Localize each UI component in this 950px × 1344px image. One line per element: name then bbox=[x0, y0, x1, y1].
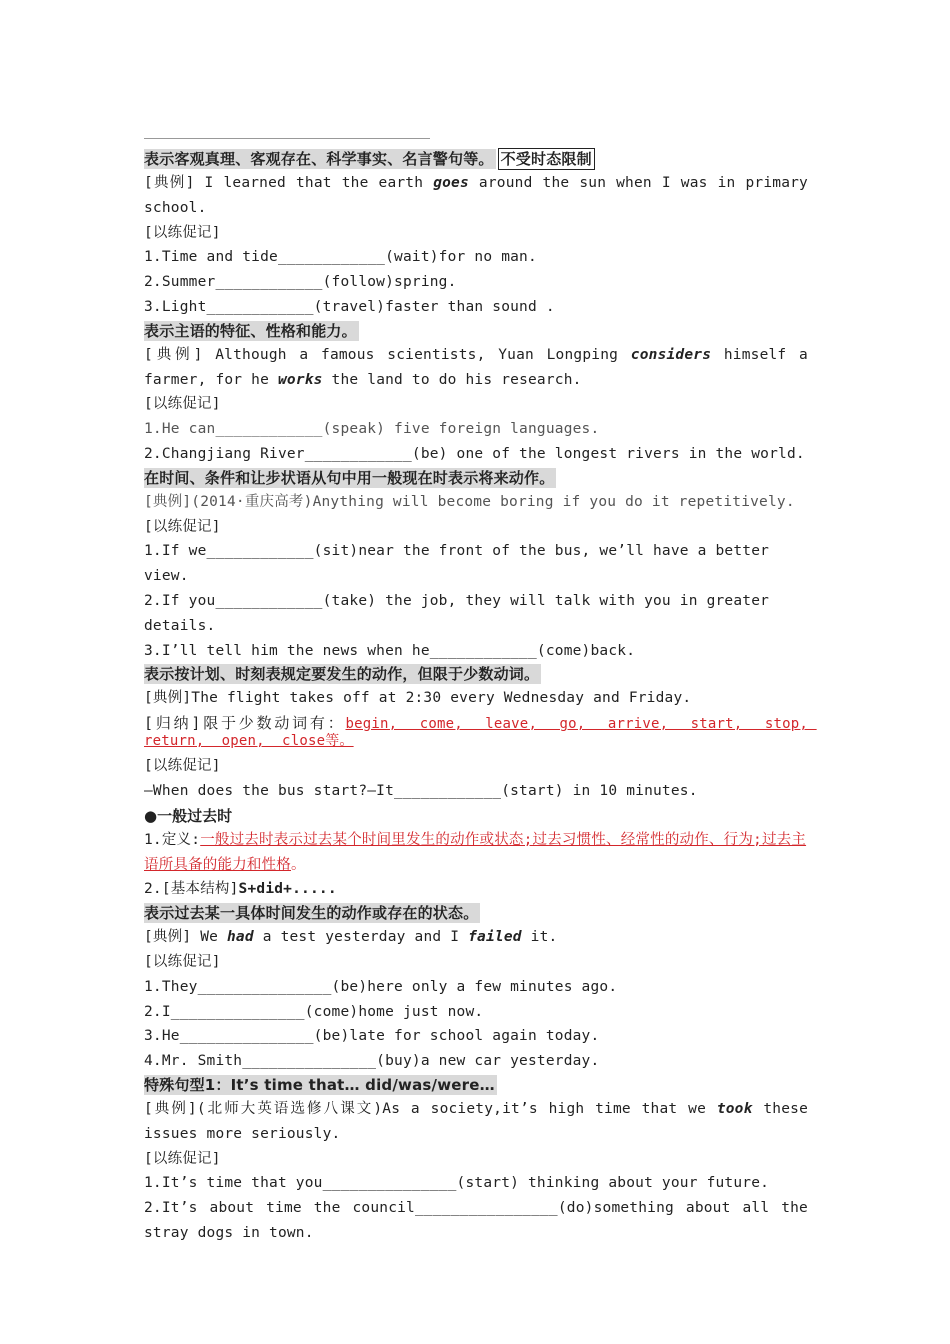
heading-text: 表示主语的特征、性格和能力。 bbox=[144, 321, 357, 340]
exercise-item: 4.Mr. Smith_______________(buy)a new car yesterday. bbox=[144, 1053, 600, 1070]
example-text: it. bbox=[521, 929, 558, 946]
exercise-item: 3.I’ll tell him the news when he____________(come)back. bbox=[144, 642, 636, 659]
example-sentence: [典例](2014·重庆高考)Anything will become boring if you do it repetitively. bbox=[144, 493, 795, 510]
example-text: these issues more seriously. bbox=[144, 1100, 817, 1142]
exercise-item: 2.It’s about time the council________________(do)something about all the stray dogs in town. bbox=[144, 1200, 817, 1241]
section-heading bbox=[144, 467, 808, 490]
exercise-item: 1.It’s time that you_______________(start) thinking about your future. bbox=[144, 1175, 770, 1192]
heading-text: 在时间、条件和让步状语从句中用一般现在时表示将来动作。 bbox=[144, 468, 555, 487]
example-text: a test yesterday and I bbox=[253, 929, 469, 946]
example-text: [典例](北师大英语选修八课文)As a society,it’s high time that we bbox=[144, 1100, 717, 1117]
exercise-item: 3.He_______________(be)late for school again today. bbox=[144, 1028, 600, 1045]
emphasized-verb: works bbox=[277, 371, 323, 388]
heading-text: 特殊句型1：It’s time that… did/was/were… bbox=[144, 1075, 495, 1094]
exercise-item: 3.Light____________(travel)faster than sound . bbox=[144, 298, 555, 315]
section-heading bbox=[144, 148, 808, 171]
practice-label: [以练促记] bbox=[144, 758, 221, 775]
exercise-item: 2.If you____________(take) the job, they will talk with you in greater details. bbox=[144, 592, 779, 634]
exercise-item: 2.Summer____________(follow)spring. bbox=[144, 274, 457, 291]
section-heading bbox=[144, 902, 808, 925]
document-page bbox=[144, 138, 817, 1246]
example-text: [典例] Although a famous scientists, Yuan Longping bbox=[144, 346, 631, 363]
example-text: the land to do his research. bbox=[322, 371, 582, 388]
example-text: [典例] We bbox=[144, 929, 227, 946]
exercise-item: 1.He can____________(speak) five foreign languages. bbox=[144, 421, 600, 438]
summary-note bbox=[144, 714, 817, 750]
practice-label: [以练促记] bbox=[144, 1150, 221, 1167]
section-heading bbox=[144, 1074, 808, 1097]
emphasized-verb: took bbox=[716, 1100, 753, 1117]
example-text: around the sun when I was in primary school. bbox=[144, 175, 817, 216]
exercise-item: 1.Time and tide____________(wait)for no man. bbox=[144, 249, 537, 266]
structure-label: 2.[基本结构] bbox=[144, 881, 239, 898]
summary-label: [归纳]限于少数动词有： bbox=[144, 714, 346, 733]
example-sentence: [典例]The flight takes off at 2:30 every Wednesday and Friday. bbox=[144, 690, 692, 707]
section-heading bbox=[144, 320, 808, 343]
structure-formula: S+did+..... bbox=[238, 881, 337, 898]
heading-text: 表示过去某一具体时间发生的动作或存在的状态。 bbox=[144, 904, 479, 923]
example-sentence bbox=[144, 925, 808, 950]
definition-end: 。 bbox=[291, 856, 306, 873]
definition-label: 1.定义: bbox=[144, 831, 201, 848]
heading-text: 表示客观真理、客观存在、科学事实、名言警句等。 bbox=[144, 150, 494, 168]
example-text: himself a farmer, for he bbox=[144, 346, 817, 388]
heading-text: 表示按计划、时刻表规定要发生的动作，但限于少数动词。 bbox=[144, 665, 540, 684]
emphasized-verb: had bbox=[226, 929, 254, 946]
emphasized-verb: failed bbox=[468, 929, 522, 946]
example-sentence bbox=[144, 1097, 817, 1147]
example-text: [典例] I learned that the earth bbox=[144, 175, 434, 191]
emphasized-verb: goes bbox=[433, 175, 469, 191]
practice-label: [以练促记] bbox=[144, 396, 221, 413]
exercise-item: 2.I_______________(come)home just now. bbox=[144, 1003, 484, 1020]
practice-label: [以练促记] bbox=[144, 518, 221, 535]
practice-label: [以练促记] bbox=[144, 953, 221, 970]
emphasized-verb: considers bbox=[630, 346, 712, 363]
practice-label: [以练促记] bbox=[144, 224, 221, 241]
structure bbox=[144, 877, 808, 902]
boxed-note: 不受时态限制 bbox=[498, 148, 595, 170]
exercise-item: 1.If we____________(sit)near the front of the bus, we’ll have a better view. bbox=[144, 543, 779, 585]
section-title: ●一般过去时 bbox=[144, 806, 233, 825]
example-sentence bbox=[144, 343, 817, 393]
section-heading bbox=[144, 663, 808, 686]
exercise-item: 1.They_______________(be)here only a few minutes ago. bbox=[144, 978, 618, 995]
example-sentence bbox=[144, 171, 817, 221]
definition bbox=[144, 828, 808, 878]
definition-text: 一般过去时表示过去某个时间里发生的动作或状态;过去习惯性、经常性的动作、行为;过去主语所具备的能力和性格 bbox=[144, 831, 807, 873]
exercise-item: 2.Changjiang River____________(be) one of the longest rivers in the world. bbox=[144, 445, 805, 462]
header-rule bbox=[144, 138, 430, 139]
summary-words: begin, come, leave, go, arrive, start, stop, return, open, close等。 bbox=[144, 716, 817, 750]
exercise-item: —When does the bus start?—It____________(start) in 10 minutes. bbox=[144, 782, 698, 799]
